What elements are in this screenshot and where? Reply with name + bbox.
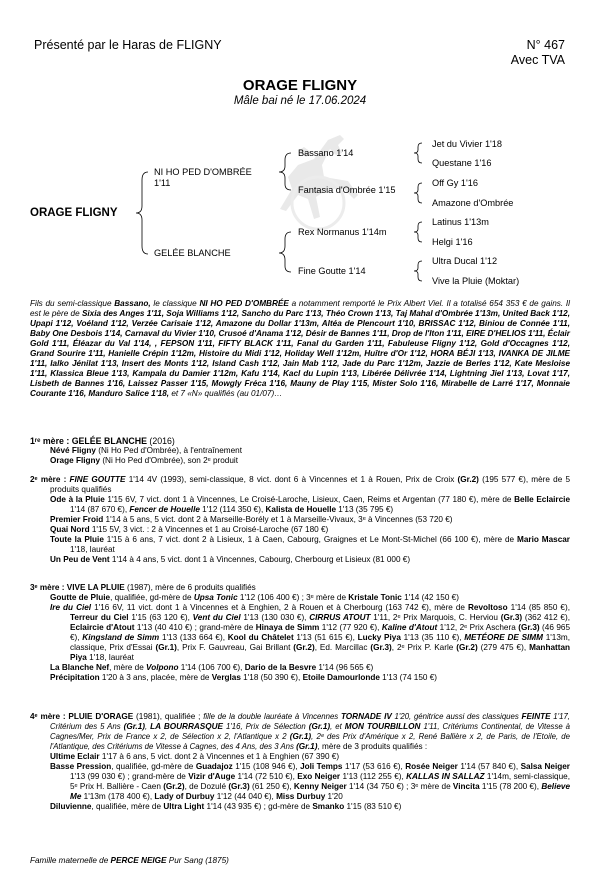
pedigree-gen3-1: Jet du Vivier 1'18 — [432, 139, 503, 149]
presenter-line: Présenté par le Haras de FLIGNY — [34, 38, 222, 52]
sire-paragraph: Fils du semi-classique Bassano, le classique NI HO PED D'OMBRÉE a notamment remporté le Prix Albert Viel. Il a totalisé 654 353 € de gains. Il est le père de Sixia des Anges 1'11, Soja Williams 1'12, Sancho du Parc 1'13, Théo Crown 1'13, Taj Mahal d'Ombrée 1'13m, United Back 1'12, Upapi 1'12, Voéland 1'12, Verzée Carisaie 1'12, Amazone du Dollar 1'13m, Altéa de Plencourt 1'10, BRISSAC 1'12, Biniou de Connée 1'11, Baby One Desbois 1'14, Carnaval du Vivier 1'10, Crusoé d'Anama 1'12, Désir de Bannes 1'11, Drop de l'Iton 1'11, EIRE D'HELIOS 1'11, Éclair Gold 1'11, Éléazar du Val 1'14, , FEPSON 1'11, FIFTY BLACK 1'11, Fanal du Garden 1'11, Fabuleuse Fligny 1'12, Gold d'Occagnes 1'12, Grand Sourire 1'11, Hanielle Crépin 1'12m, Histoire du Midi 1'12, Holiday Well 1'12m, Huître d'Or 1'12, HORA BÉJI 1'13, IVANKA DE JILME 1'11, Ialko Jénilat 1'13, Insert des Monts 1'12, Island Cash 1'12, Jain Mab 1'12, Jade du Parc 1'12m, Jazzie de Berles 1'12, Kate Mesloise 1'11, Klassica Bleue 1'13, Kampala du Damier 1'12m, Kafu 1'14, Kacl du Lupin 1'13, Libérée Délivrée 1'14, Lightning Jiel 1'13, Lovat 1'17, Lisbeth de Bannes 1'16, Laissez Passer 1'15, Mowgly Fréca 1'16, Mauny de Play 1'15, Mister Solo 1'16, Mirabelle de Larré 1'17, Monnaie Courante 1'16, Manduro Salice 1'18, et 7 «N» qualifiés (au 01/07)… — [30, 299, 570, 398]
maternal-family-line: Famille maternelle de PERCE NEIGE Pur Sang (1875) — [30, 856, 229, 865]
pedigree-sire: NI HO PED D'OMBRÉE — [154, 167, 252, 177]
pedigree-subject: ORAGE FLIGNY — [30, 207, 118, 219]
fourth-dam-section: 4ᵉ mère : PLUIE D'ORAGE (1981), qualifiée ; fille de la double lauréate à Vincennes TORNADE IV 1'20, génitrice aussi des classiques FEINTE 1'17, Critérium des 5 Ans (Gr.1), LA BOURRASQUE 1'16, Prix de Sélection (Gr.1), et MON TOURBILLON 1'11, Critériums Continental, de Vitesse à Cagnes/Mer, Prix de France x 2, de Sélection x 2, l'Atlantique x 2 (Gr.1), 2ᵉ des Prix d'Amérique x 2, René Ballière x 2, de Paris, de l'Etoile, de l'Atlantique, des Critériums de Vitesse à Cagnes, des 4 Ans, des 3 Ans (Gr.1), mère de 3 produits qualifiés : Ultime Eclair 1'17 à 6 ans, 5 vict. dont 2 à Vincennes et 1 à Enghien (67 390 €) Basse Pression, qualifiée, gd-mère de Guadajoz 1'15 (108 946 €), Joli Temps 1'17 (53 616 €), Rosée Neiger 1'14 (57 840 €), Salsa Neiger 1'13 (99 030 €) ; grand-mère de Vizir d'Auge 1'14 (72 510 €), Exo Neiger 1'13 (112 255 €), KALLAS IN SALLAZ 1'14m, semi-classique, 5ᵉ Prix H. Ballière - Caen (Gr.2), de Dozulé (Gr.3) (61 250 €), Kenny Neiger 1'14 (34 750 €) ; 3ᵉ mère de Vincita 1'15 (78 200 €), Believe Me 1'13m (178 400 €), Lady of Durbuy 1'12 (44 040 €), Miss Durbuy 1'20 Diluvienne, qualifiée, mère de Ultra Light 1'14 (43 935 €) ; gd-mère de Smanko 1'15 (83 510 €) — [30, 712, 571, 811]
horse-description: Mâle bai né le 17.06.2024 — [233, 95, 367, 107]
first-dam-section: 1ʳᵉ mère : GELÉE BLANCHE (2016) Névé Fligny (Ni Ho Ped d'Ombrée), à l'entraînement Orage Fligny (Ni Ho Ped d'Ombrée), son 2ᵉ produit — [30, 436, 242, 465]
pedigree-gen3-5: Latinus 1'13m — [432, 217, 489, 227]
second-dam-section: 2ᵉ mère : FINE GOUTTE 1'14 4V (1993), semi-classique, 8 vict. dont 6 à Vincennes et 1 à Rouen, Prix de Croix (Gr.2) (195 577 €), mère de 5 produits qualifiés Ode à la Pluie 1'15 6V, 7 vict. dont 1 à Vincennes, Le Croisé-Laroche, Lisieux, Caen, Reims et Argentan (77 180 €), mère de Belle Eclaircie 1'14 (87 670 €), Fencer de Houelle 1'12 (114 350 €), Kalista de Houelle 1'13 (35 795 €) Premier Froid 1'14 à 5 ans, 5 vict. dont 2 à Marseille-Borély et 1 à Marseille-Vivaux, 3ᵉ à Vincennes (53 720 €) Quai Nord 1'15 5V, 3 vict. : 2 à Vincennes et 1 au Croisé-Laroche (67 180 €) Toute la Pluie 1'15 à 6 ans, 7 vict. dont 2 à Lisieux, 1 à Caen, Cabourg, Graignes et Le Mont-St-Michel (66 100 €), mère de Mario Mascar 1'18, lauréat Un Peu de Vent 1'14 à 4 ans, 5 vict. dont 1 à Vincennes, Cabourg, Cherbourg et Lisieux (81 000 €) — [30, 475, 571, 564]
pedigree-gen2-4: Fine Goutte 1'14 — [298, 266, 366, 276]
pedigree-dam: GELÉE BLANCHE — [154, 248, 231, 258]
pedigree-gen2-3: Rex Normanus 1'14m — [298, 227, 387, 237]
pedigree-gen3-8: Vive la Pluie (Moktar) — [432, 276, 520, 286]
third-dam-section: 3ᵉ mère : VIVE LA PLUIE (1987), mère de 6 produits qualifiés Goutte de Pluie, qualifiée, gd-mère de Upsa Tonic 1'12 (106 400 €) ; 3ᵉ mère de Kristale Tonic 1'14 (42 150 €) Ire du Ciel 1'16 6V, 11 vict. dont 1 à Vincennes et à Enghien, 2 à Rouen et à Cherbourg (163 742 €), mère de Revoltoso 1'14 (85 850 €), Terreur du Ciel 1'15 (63 120 €), Vent du Ciel 1'13 (130 030 €), CIRRUS ATOUT 1'11, 2ᵉ Prix Marquois, C. Herviou (Gr.3) (362 412 €), Eclaircie d'Atout 1'13 (40 410 €) ; grand-mère de Hinaya de Simm 1'12 (77 920 €), Kaline d'Atout 1'12, 2ᵉ Prix Aschera (Gr.3) (46 965 €), Kingsland de Simm 1'13 (133 664 €), Kool du Châtelet 1'13 (51 615 €), Lucky Piya 1'13 (35 110 €), METÉORE DE SIMM 1'13m, classique, Prix d'Essai (Gr.1), Prix F. Gauvreau, Gai Brillant (Gr.2), Ed. Marcillac (Gr.3), 2ᵉ Prix P. Karle (Gr.2) (279 475 €), Manhattan Piya 1'18, lauréat La Blanche Nef, mère de Volpono 1'14 (106 700 €), Dario de la Besvre 1'14 (96 565 €) Précipitation 1'20 à 3 ans, placée, mère de Verglas 1'18 (50 390 €), Etoile Damourlonde 1'13 (74 150 €) — [30, 583, 571, 682]
horse-name-title: ORAGE FLIGNY — [242, 77, 358, 94]
pedigree-gen2-2: Fantasia d'Ombrée 1'15 — [298, 185, 396, 195]
pedigree-sire-record: 1'11 — [154, 178, 171, 188]
pedigree-gen2-1: Bassano 1'14 — [298, 148, 354, 158]
vat-label: Avec TVA — [510, 53, 565, 67]
lot-number: N° 467 — [526, 38, 565, 52]
pedigree-gen3-7: Ultra Ducal 1'12 — [432, 256, 498, 266]
pedigree-gen3-2: Questane 1'16 — [432, 158, 492, 168]
pedigree-gen3-4: Amazone d'Ombrée — [432, 198, 514, 208]
pedigree-gen3-6: Helgi 1'16 — [432, 237, 473, 247]
pedigree-gen3-3: Off Gy 1'16 — [432, 178, 479, 188]
